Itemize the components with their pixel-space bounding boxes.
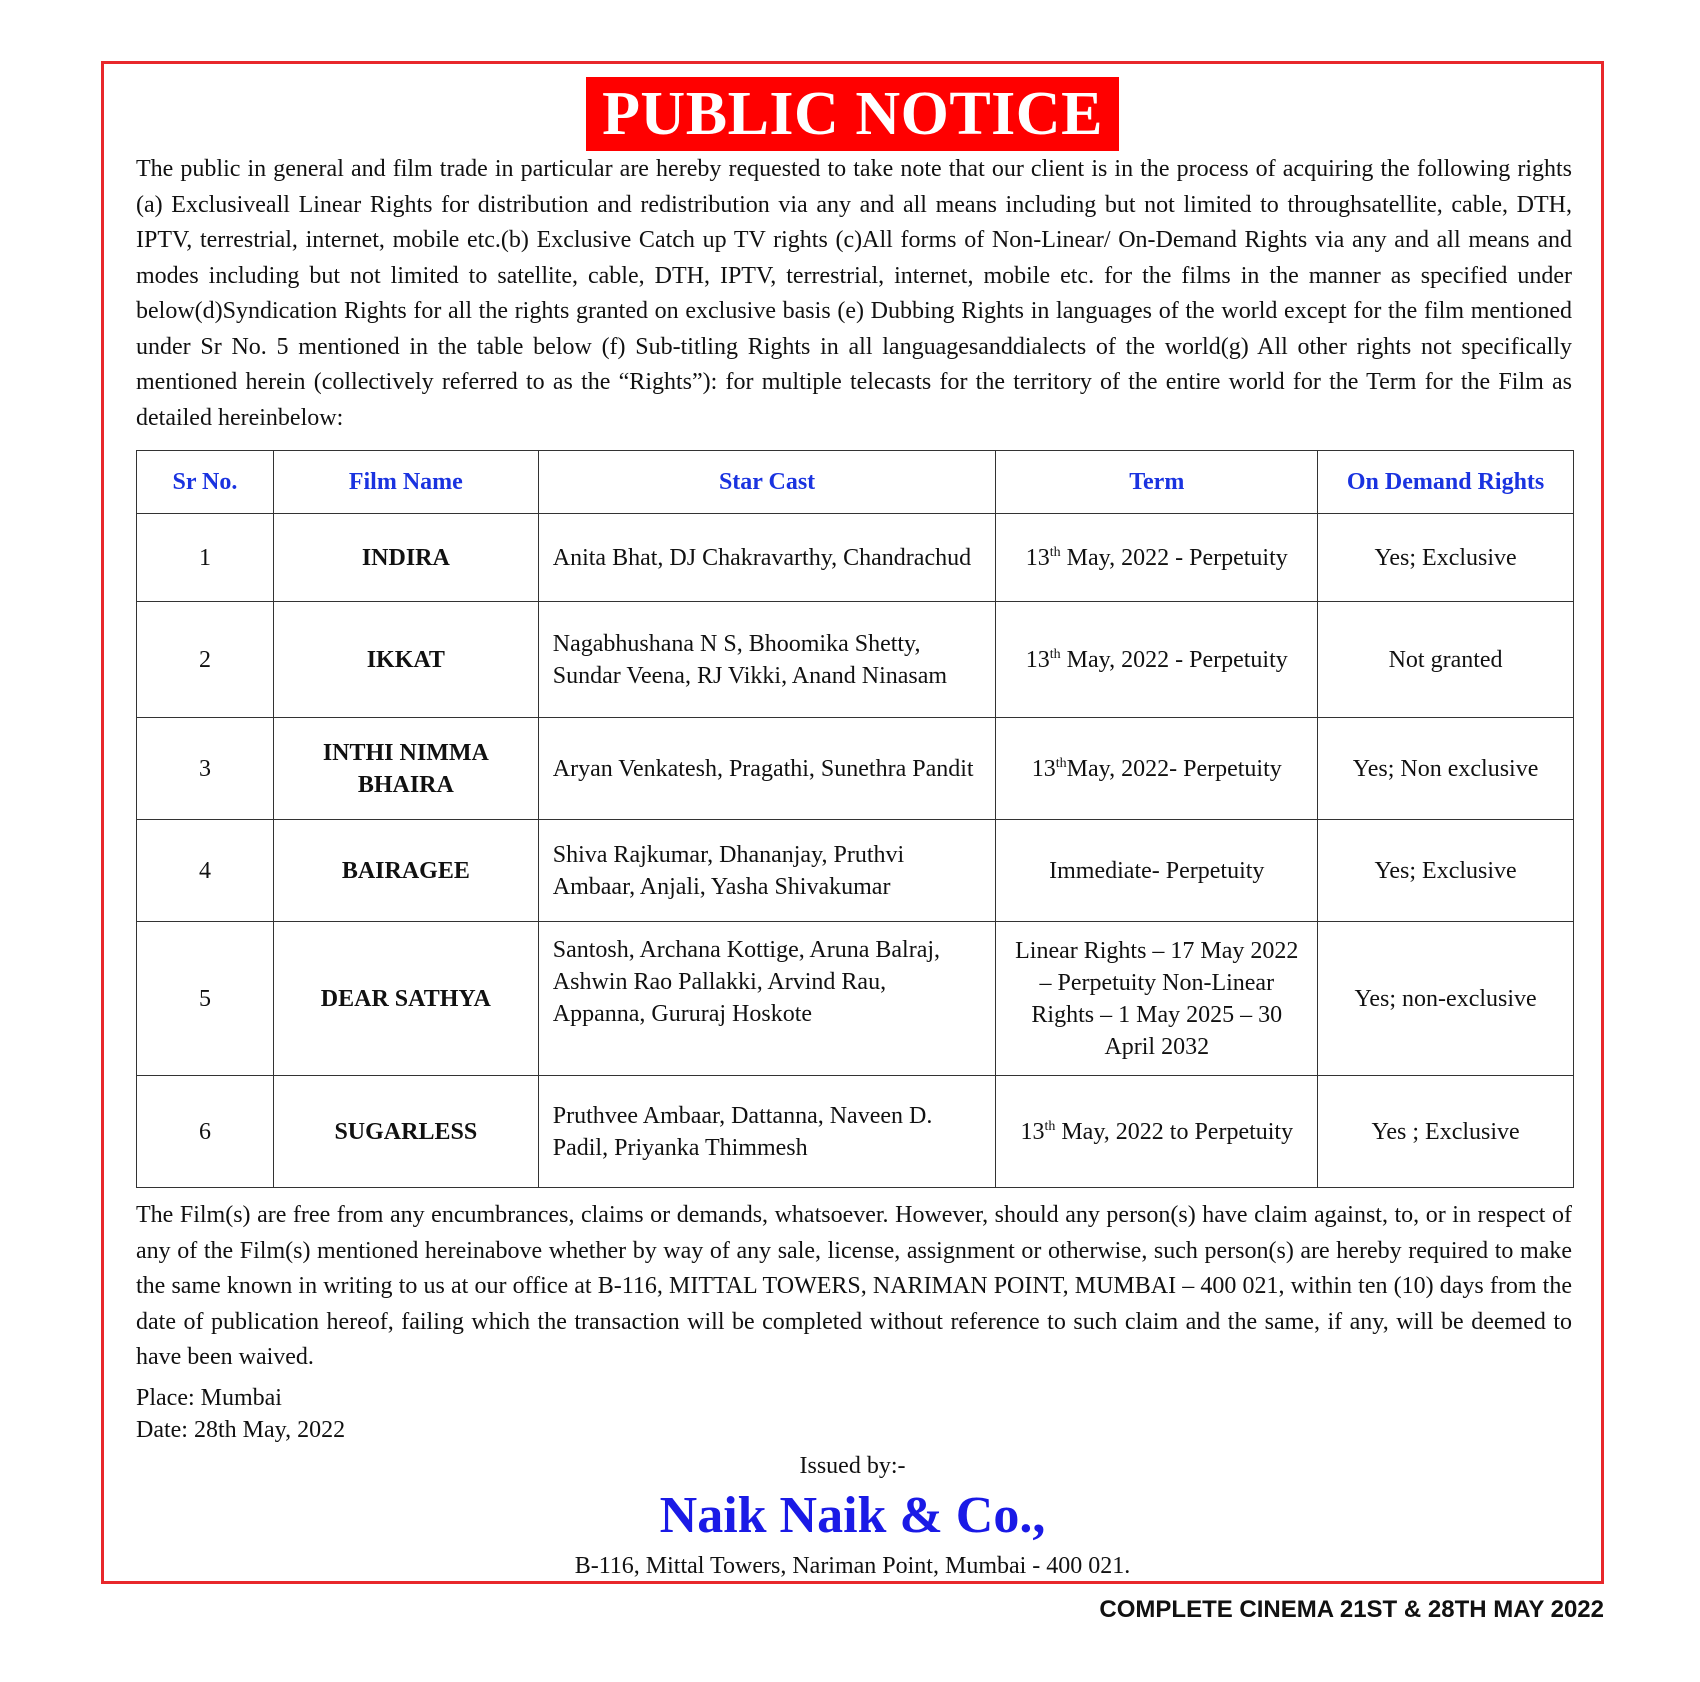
notice-title: PUBLIC NOTICE xyxy=(586,77,1119,151)
term-sup: th xyxy=(1044,1118,1056,1134)
firm-name: Naik Naik & Co., xyxy=(659,1487,1046,1544)
rights-cell: Yes; Non exclusive xyxy=(1318,718,1574,820)
star-cast-cell: Pruthvee Ambaar, Dattanna, Naveen D. Padil, Priyanka Thimmesh xyxy=(538,1076,996,1188)
term-rest: May, 2022- Perpetuity xyxy=(1066,755,1282,782)
rights-cell: Yes ; Exclusive xyxy=(1318,1076,1574,1188)
term-day: 13 xyxy=(1031,755,1056,782)
star-cast-cell: Shiva Rajkumar, Dhananjay, Pruthvi Ambaar, Anjali, Yasha Shivakumar xyxy=(538,820,996,922)
rights-cell: Yes; Exclusive xyxy=(1318,514,1574,602)
term-rest: May, 2022 - Perpetuity xyxy=(1060,646,1288,673)
term-cell xyxy=(996,820,1318,922)
film-name-cell: SUGARLESS xyxy=(273,1076,538,1188)
table-row xyxy=(137,514,1574,602)
term-day: 13 xyxy=(1025,646,1050,673)
table-row xyxy=(137,718,1574,820)
term-rest: May, 2022 - Perpetuity xyxy=(1060,544,1288,571)
header-term: Term xyxy=(996,451,1318,514)
term-cell xyxy=(996,718,1318,820)
header-film-name: Film Name xyxy=(273,451,538,514)
film-name-cell: INTHI NIMMA BHAIRA xyxy=(273,718,538,820)
header-on-demand-rights: On Demand Rights xyxy=(1318,451,1574,514)
term-cell xyxy=(996,922,1318,1076)
star-cast-cell: Santosh, Archana Kottige, Aruna Balraj, Ashwin Rao Pallakki, Arvind Rau, Appanna, Gururaj Hoskote xyxy=(538,922,996,1076)
table-row xyxy=(137,602,1574,718)
date-line: Date: 28th May, 2022 xyxy=(136,1417,346,1443)
term-rest: May, 2022 to Perpetuity xyxy=(1055,1118,1294,1145)
header-star-cast: Star Cast xyxy=(538,451,996,514)
rights-cell: Yes; non-exclusive xyxy=(1318,922,1574,1076)
place-line: Place: Mumbai xyxy=(136,1385,282,1411)
sr-no-cell: 4 xyxy=(137,820,274,922)
header-sr-no: Sr No. xyxy=(137,451,274,514)
term-rest: Immediate- Perpetuity xyxy=(1049,857,1265,884)
rights-cell: Not granted xyxy=(1318,602,1574,718)
term-sup: th xyxy=(1055,755,1067,771)
film-name-cell: IKKAT xyxy=(273,602,538,718)
term-sup: th xyxy=(1049,544,1061,560)
term-rest: Linear Rights – 17 May 2022 – Perpetuity Non-Linear Rights – 1 May 2025 – 30 April 2032 xyxy=(1015,937,1299,1060)
star-cast-cell: Anita Bhat, DJ Chakravarthy, Chandrachud xyxy=(538,514,996,602)
star-cast-cell: Nagabhushana N S, Bhoomika Shetty, Sundar Veena, RJ Vikki, Anand Ninasam xyxy=(538,602,996,718)
star-cast-cell: Aryan Venkatesh, Pragathi, Sunethra Pandit xyxy=(538,718,996,820)
sr-no-cell: 6 xyxy=(137,1076,274,1188)
notice-frame xyxy=(101,61,1604,1584)
term-cell xyxy=(996,1076,1318,1188)
issued-by: Issued by:- xyxy=(799,1453,906,1479)
term-sup: th xyxy=(1049,646,1061,662)
term-cell xyxy=(996,602,1318,718)
film-name-cell: INDIRA xyxy=(273,514,538,602)
table-row xyxy=(137,820,1574,922)
film-name-cell: BAIRAGEE xyxy=(273,820,538,922)
table-header-row xyxy=(137,451,1574,514)
term-cell xyxy=(996,514,1318,602)
rights-cell: Yes; Exclusive xyxy=(1318,820,1574,922)
sr-no-cell: 1 xyxy=(137,514,274,602)
intro-paragraph: The public in general and film trade in particular are hereby requested to take note that our client is in the process of acquiring the following rights (a) Exclusiveall Linear Rights for distribution and redistribution via any and all means including but not limited to throughsatellite, cable, DTH, IPTV, terrestrial, internet, mobile etc.(b) Exclusive Catch up TV rights (c)All forms of Non-Linear/ On-Demand Rights via any and all means and modes including but not limited to satellite, cable, DTH, IPTV, terrestrial, internet, mobile etc. for the films in the manner as specified under below(d)Syndication Rights for all the rights granted on exclusive basis (e) Dubbing Rights in languages of the world except for the film mentioned under Sr No. 5 mentioned in the table below (f) Sub-titling Rights in all languagesanddialects of the world(g) All other rights not specifically mentioned herein (collectively referred to as the “Rights”): for multiple telecasts for the territory of the entire world for the Term for the Film as detailed hereinbelow: xyxy=(136,156,1572,431)
term-day: 13 xyxy=(1020,1118,1045,1145)
table-row xyxy=(137,922,1574,1076)
sr-no-cell: 2 xyxy=(137,602,274,718)
films-table xyxy=(136,450,1574,1188)
sr-no-cell: 3 xyxy=(137,718,274,820)
film-name-cell: DEAR SATHYA xyxy=(273,922,538,1076)
title-wrap xyxy=(104,77,1601,151)
table-row xyxy=(137,1076,1574,1188)
sr-no-cell: 5 xyxy=(137,922,274,1076)
term-day: 13 xyxy=(1025,544,1050,571)
firm-address: B-116, Mittal Towers, Nariman Point, Mumbai - 400 021. xyxy=(574,1553,1131,1579)
closing-paragraph: The Film(s) are free from any encumbrances, claims or demands, whatsoever. However, should any person(s) have claim against, to, or in respect of any of the Film(s) mentioned hereinabove whether by way of any sale, license, assignment or otherwise, such person(s) are hereby required to make the same known in writing to us at our office at B-116, MITTAL TOWERS, NARIMAN POINT, MUMBAI – 400 021, within ten (10) days from the date of publication hereof, failing which the transaction will be completed without reference to such claim and the same, if any, will be deemed to have been waived. xyxy=(136,1202,1572,1370)
publication-footer: COMPLETE CINEMA 21ST & 28TH MAY 2022 xyxy=(1099,1596,1604,1623)
